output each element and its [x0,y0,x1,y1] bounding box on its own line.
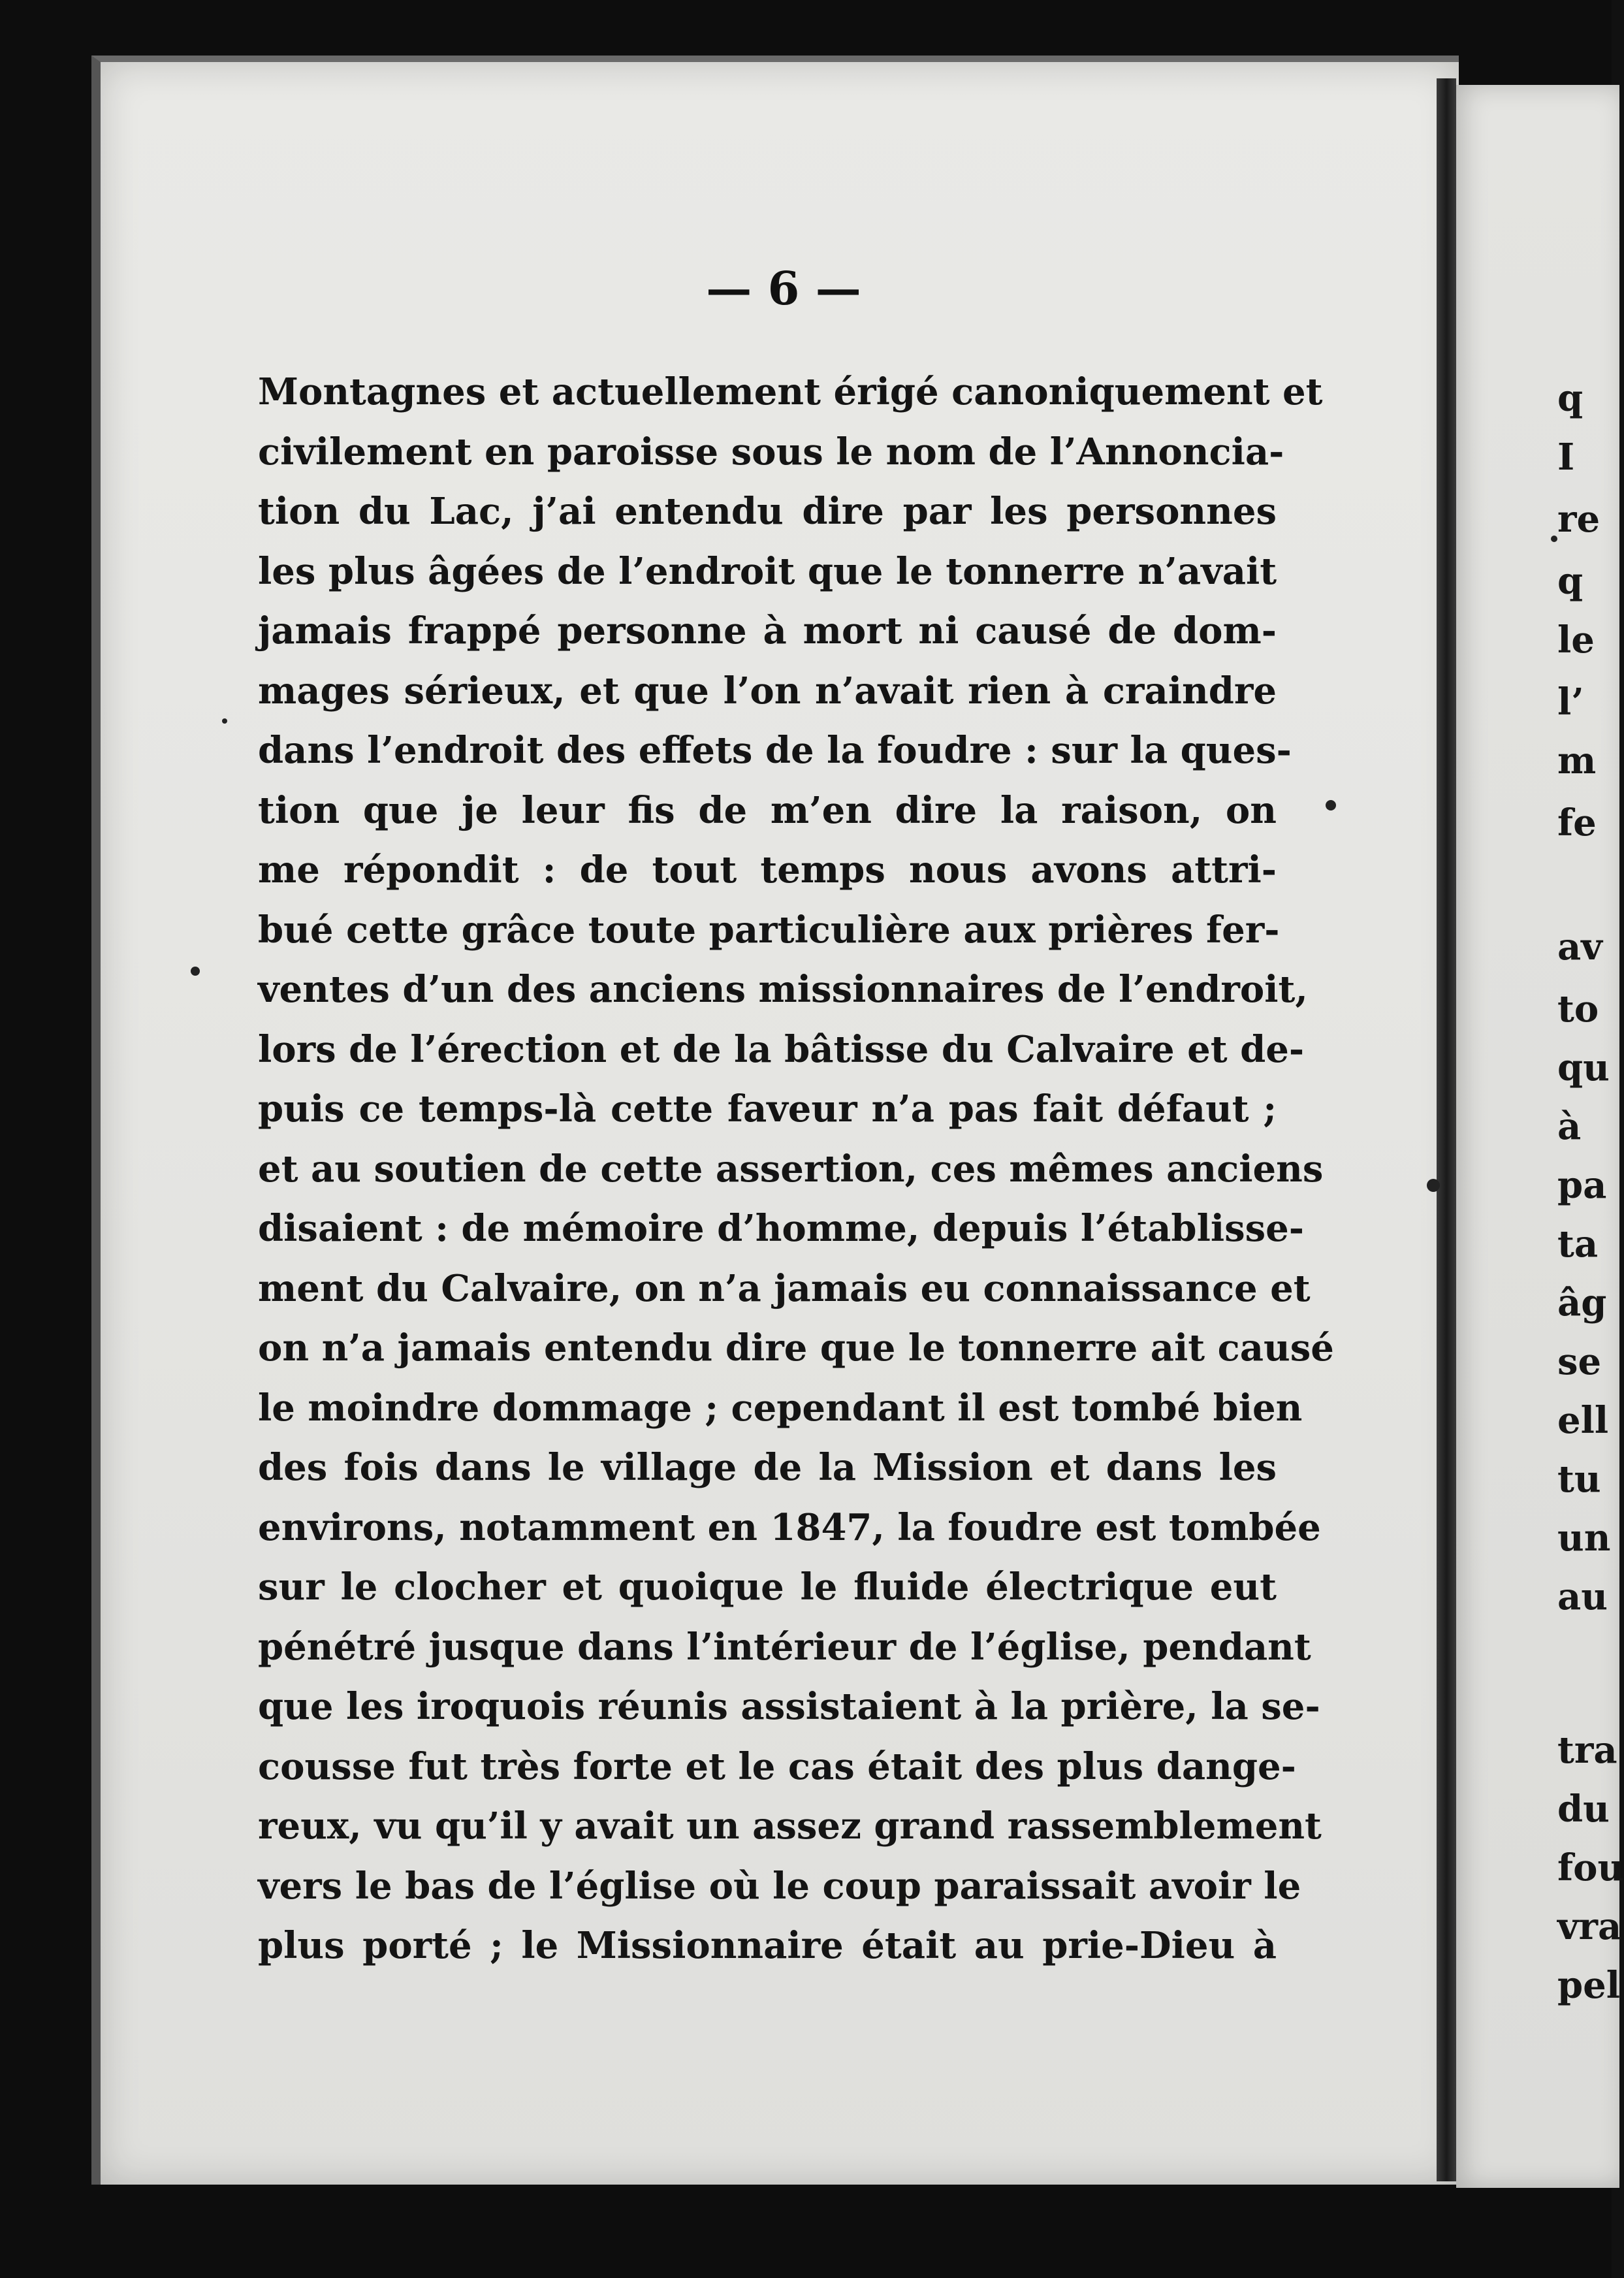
fragment: fe [1557,801,1597,844]
text-line: tion du Lac, j’ai entendu dire par les personnes [258,490,1277,533]
page-number: — 6 — [706,261,861,315]
ink-speck [1551,536,1557,542]
text-line: des fois dans le village de la Mission et dans les [258,1446,1277,1489]
text-line: Montagnes et actuellement érigé canoniquement et [258,370,1323,413]
text-line: et au soutien de cette assertion, ces mêmes anciens [258,1147,1324,1191]
text-line: reux, vu qu’il y avait un assez grand rassemblement [258,1805,1322,1848]
ink-speck [1326,800,1336,810]
text-line: disaient : de mémoire d’homme, depuis l’établisse- [258,1207,1305,1250]
fragment: tra [1557,1729,1617,1772]
fragment: av [1557,925,1602,969]
fragment: vra [1557,1905,1622,1948]
fragment: to [1557,987,1599,1031]
text-line: on n’a jamais entendu dire que le tonnerre ait causé [258,1326,1334,1370]
text-line: civilement en paroisse sous le nom de l’Annoncia- [258,430,1284,473]
fragment: au [1557,1575,1608,1618]
ink-speck [222,718,227,724]
text-line: sur le clocher et quoique le fluide électrique eut [258,1565,1277,1609]
text-line: lors de l’érection et de la bâtisse du Calvaire et de- [258,1027,1305,1071]
fragment: q [1557,377,1584,420]
fragment: à [1557,1105,1582,1148]
text-line: cousse fut très forte et le cas était des plus dange- [258,1744,1296,1788]
fragment: tu [1557,1458,1601,1501]
text-line: tion que je leur fis de m’en dire la raison, on [258,788,1277,832]
text-line: jamais frappé personne à mort ni causé de dom- [258,609,1277,652]
text-line: me répondit : de tout temps nous avons attri- [258,848,1277,891]
text-line: ventes d’un des anciens missionnaires de l’endroit, [258,968,1308,1011]
text-line: le moindre dommage ; cependant il est tombé bien [258,1386,1303,1430]
text-line: dans l’endroit des effets de la foudre : sur la ques- [258,729,1292,772]
text-line: les plus âgées de l’endroit que le tonnerre n’avait [258,549,1277,593]
text-line: vers le bas de l’église où le coup paraissait avoir le [258,1864,1301,1908]
body-text [258,362,1334,1976]
fragment: fou [1557,1846,1624,1889]
text-line: plus porté ; le Missionnaire était au prie-Dieu à [258,1924,1277,1967]
fragment: q [1557,560,1584,603]
fragment: âg [1557,1281,1607,1324]
text-line: ment du Calvaire, on n’a jamais eu connaissance et [258,1266,1311,1310]
fragment: qu [1557,1046,1610,1089]
fragment: I [1557,436,1575,479]
book-gutter [1437,78,1456,2181]
fragment: re [1557,498,1600,541]
fragment: ell [1557,1399,1609,1442]
fragment: un [1557,1516,1611,1560]
fragment: le [1557,618,1595,662]
text-line: puis ce temps-là cette faveur n’a pas fait défaut ; [258,1087,1277,1131]
fragment: l’ [1557,681,1584,724]
text-line: pénétré jusque dans l’intérieur de l’église, pendant [258,1625,1311,1669]
fragment: m [1557,739,1597,782]
ink-speck [191,967,200,976]
text-line: que les iroquois réunis assistaient à la prière, la se- [258,1685,1320,1728]
fragment: du [1557,1788,1610,1831]
fragment: ta [1557,1223,1599,1266]
fragment: pa [1557,1164,1607,1207]
fragment: se [1557,1340,1602,1383]
fragment: pel [1557,1964,1621,2007]
text-line: mages sérieux, et que l’on n’avait rien à craindre [258,669,1277,713]
ink-speck [1427,1179,1440,1192]
text-line: bué cette grâce toute particulière aux prières fer- [258,908,1280,952]
text-line: environs, notamment en 1847, la foudre est tombée [258,1505,1321,1549]
